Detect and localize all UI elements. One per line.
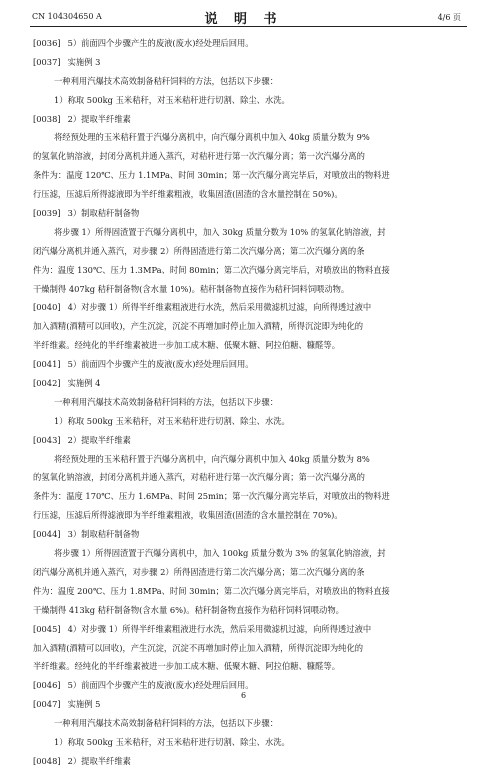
line-text: 将步骤 1）所得固渣置于汽爆分离机中，加入 100kg 质量分数为 3% 的氢氧化钠溶液，封 [54, 548, 386, 559]
paragraph-number: [0045] [33, 623, 61, 634]
paragraph-line [33, 563, 463, 582]
paragraph-line [33, 166, 463, 185]
paragraph-line [33, 91, 463, 110]
line-text: 干燥制得 413kg 秸秆制备物(含水量 6%)。秸秆制备物直接作为秸秆饲料饲喂动物。 [33, 604, 344, 615]
numbered-paragraph-line [33, 620, 463, 639]
paragraph-line [33, 147, 463, 166]
paragraph-number: [0040] [33, 302, 61, 313]
line-text: 将经预处理的玉米秸秆置于汽爆分离机中，向汽爆分离机中加入 40kg 质量分数为 9% [54, 132, 370, 143]
paragraph-line [33, 601, 463, 620]
line-text: 闭汽爆分离机并通入蒸汽，对步骤 2）所得固渣进行第二次汽爆分离；第二次汽爆分离的条 [33, 245, 365, 256]
line-text: 实施例 5 [67, 699, 101, 710]
line-text: 闭汽爆分离机并通入蒸汽，对步骤 2）所得固渣进行第二次汽爆分离；第二次汽爆分离的条 [33, 566, 365, 577]
line-text: 4）对步骤 1）所得半纤维素粗液进行水洗，然后采用微滤机过滤，向所得透过液中 [67, 302, 372, 313]
numbered-paragraph-line [33, 374, 463, 393]
paragraph-number: [0043] [33, 434, 61, 445]
paragraph-number: [0039] [33, 208, 61, 219]
line-text: 的氢氧化钠溶液，封闭分离机并通入蒸汽，对秸秆进行第一次汽爆分离；第一次汽爆分离的 [33, 472, 365, 483]
line-text: 1）称取 500kg 玉米秸秆，对玉米秸秆进行切割、除尘、水洗。 [54, 415, 290, 426]
header-rule [30, 26, 467, 27]
line-text: 2）提取半纤维素 [67, 113, 131, 124]
document-title: 说 明 书 [204, 12, 283, 27]
paragraph-line [33, 639, 463, 658]
page-reference: 4/6 页 [437, 13, 461, 22]
line-text: 加入酒精(酒精可以回收)，产生沉淀，沉淀不再增加时停止加入酒精，所得沉淀即为纯化的 [33, 321, 364, 332]
paragraph-number: [0037] [33, 56, 61, 67]
paragraph-number: [0041] [33, 359, 61, 370]
line-text: 半纤维素。经纯化的半纤维素被进一步加工成木糖、低聚木糖、阿拉伯糖、糠醛等。 [33, 340, 340, 351]
paragraph-line [33, 468, 463, 487]
line-text: 干燥制得 407kg 秸秆制备物(含水量 10%)。秸秆制备物直接作为秸秆饲料饲喂动物。 [33, 283, 350, 294]
line-text: 条件为：温度 170℃、压力 1.6MPa、时间 25min；第一次汽爆分离完毕后，对喷放出的物料进 [33, 491, 390, 502]
paragraph-number: [0048] [33, 755, 61, 766]
numbered-paragraph-line [33, 34, 463, 53]
line-text: 1）称取 500kg 玉米秸秆，对玉米秸秆进行切割、除尘、水洗。 [54, 94, 290, 105]
paragraph-line [33, 714, 463, 733]
numbered-paragraph-line [33, 298, 463, 317]
paragraph-line [33, 242, 463, 261]
paragraph-line [33, 261, 463, 280]
numbered-paragraph-line [33, 204, 463, 223]
numbered-paragraph-line [33, 752, 463, 771]
paragraph-number: [0038] [33, 113, 61, 124]
line-text: 2）提取半纤维素 [67, 755, 131, 766]
page-header [0, 0, 487, 30]
paragraph-line [33, 393, 463, 412]
line-text: 5）前面四个步骤产生的废液(废水)经处理后回用。 [67, 359, 254, 370]
line-text: 半纤维素。经纯化的半纤维素被进一步加工成木糖、低聚木糖、阿拉伯糖、糠醛等。 [33, 661, 340, 672]
paragraph-number: [0046] [33, 680, 61, 691]
page-number: 6 [240, 691, 247, 700]
paragraph-line [33, 72, 463, 91]
line-text: 一种利用汽爆技术高效制备秸秆饲料的方法，包括以下步骤： [54, 396, 279, 407]
line-text: 加入酒精(酒精可以回收)，产生沉淀，沉淀不再增加时停止加入酒精，所得沉淀即为纯化的 [33, 642, 364, 653]
line-text: 5）前面四个步骤产生的废液(废水)经处理后回用。 [67, 680, 254, 691]
numbered-paragraph-line [33, 53, 463, 72]
line-text: 将经预处理的玉米秸秆置于汽爆分离机中，向汽爆分离机中加入 40kg 质量分数为 8% [54, 453, 370, 464]
paragraph-line [33, 412, 463, 431]
line-text: 实施例 3 [67, 56, 101, 67]
paragraph-line [33, 223, 463, 242]
line-text: 一种利用汽爆技术高效制备秸秆饲料的方法，包括以下步骤： [54, 718, 279, 729]
document-number: CN 104304650 A [32, 12, 102, 21]
line-text: 条件为：温度 120℃、压力 1.1MPa、时间 30min；第一次汽爆分离完毕后，对喷放出的物料进 [33, 170, 390, 181]
line-text: 5）前面四个步骤产生的废液(废水)经处理后回用。 [67, 38, 254, 48]
paragraph-line [33, 582, 463, 601]
line-text: 实施例 4 [67, 378, 101, 389]
paragraph-line [33, 506, 463, 525]
paragraph-line [33, 733, 463, 752]
document-body [33, 34, 463, 771]
line-text: 的氢氧化钠溶液，封闭分离机并通入蒸汽，对秸秆进行第一次汽爆分离；第一次汽爆分离的 [33, 151, 365, 162]
paragraph-line [33, 657, 463, 676]
paragraph-line [33, 280, 463, 299]
paragraph-line [33, 128, 463, 147]
paragraph-number: [0036] [33, 38, 61, 48]
line-text: 将步骤 1）所得固渣置于汽爆分离机中，加入 30kg 质量分数为 10% 的氢氧化钠溶液，封 [54, 226, 386, 237]
paragraph-number: [0044] [33, 529, 61, 540]
line-text: 2）提取半纤维素 [67, 434, 131, 445]
line-text: 4）对步骤 1）所得半纤维素粗液进行水洗，然后采用微滤机过滤，向所得透过液中 [67, 623, 372, 634]
line-text: 1）称取 500kg 玉米秸秆，对玉米秸秆进行切割、除尘、水洗。 [54, 736, 290, 747]
numbered-paragraph-line [33, 355, 463, 374]
line-text: 3）制取秸秆制备物 [67, 208, 140, 219]
paragraph-line [33, 185, 463, 204]
paragraph-line [33, 317, 463, 336]
paragraph-line [33, 544, 463, 563]
line-text: 一种利用汽爆技术高效制备秸秆饲料的方法，包括以下步骤： [54, 75, 279, 86]
numbered-paragraph-line [33, 110, 463, 129]
line-text: 行压滤，压滤后所得滤液即为半纤维素粗液，收集固渣(固渣的含水量控制在 70%)。 [33, 510, 343, 521]
numbered-paragraph-line [33, 431, 463, 450]
paragraph-line [33, 487, 463, 506]
line-text: 3）制取秸秆制备物 [67, 529, 140, 540]
paragraph-number: [0047] [33, 699, 61, 710]
line-text: 件为：温度 200℃、压力 1.8MPa、时间 30min；第二次汽爆分离完毕后，对喷放出的物料直接 [33, 585, 390, 596]
paragraph-line [33, 336, 463, 355]
line-text: 行压滤，压滤后所得滤液即为半纤维素粗液，收集固渣(固渣的含水量控制在 50%)。 [33, 189, 343, 200]
paragraph-number: [0042] [33, 378, 61, 389]
line-text: 件为：温度 130℃、压力 1.3MPa、时间 80min；第二次汽爆分离完毕后，对喷放出的物料直接 [33, 264, 390, 275]
paragraph-line [33, 450, 463, 469]
numbered-paragraph-line [33, 525, 463, 544]
